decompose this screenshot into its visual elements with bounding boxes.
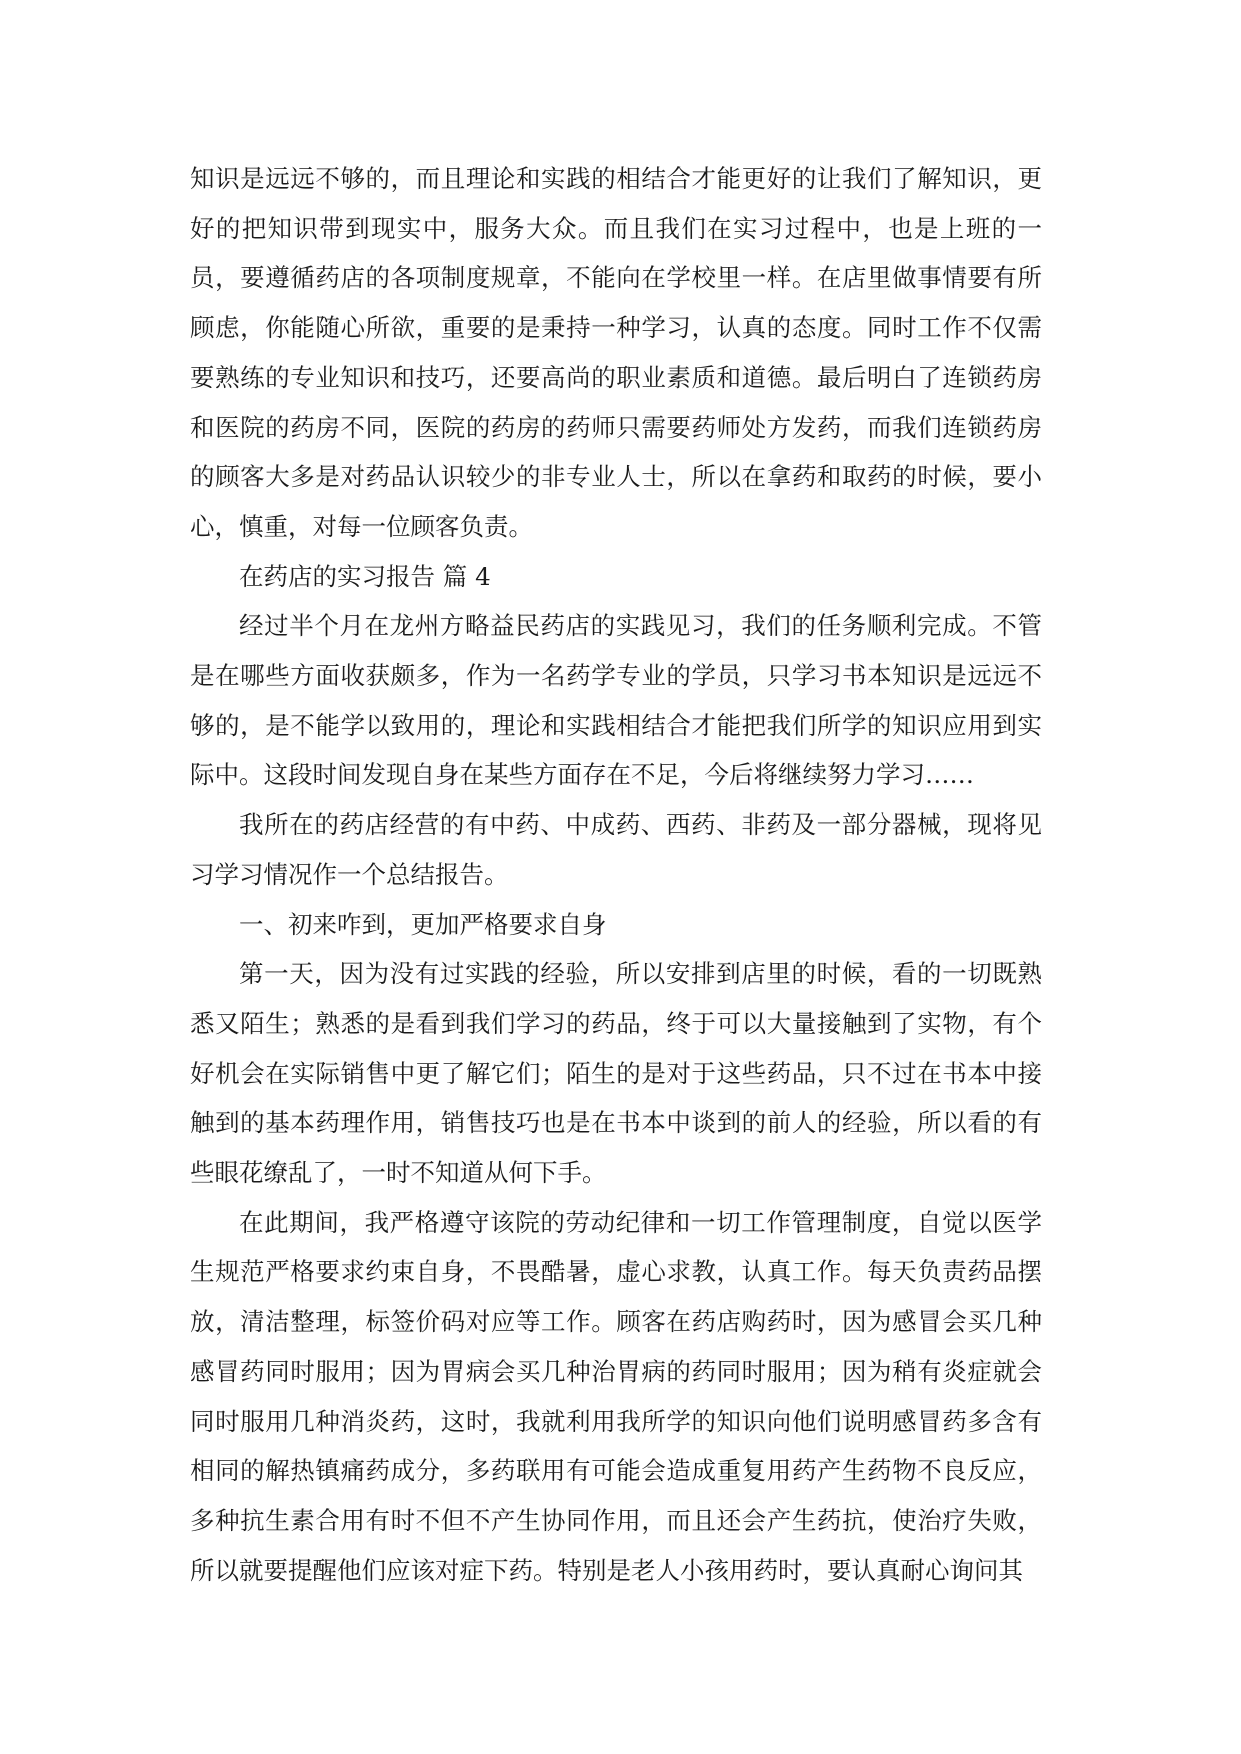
paragraph: 在此期间，我严格遵守该院的劳动纪律和一切工作管理制度，自觉以医学生规范严格要求约束自身，不畏酷暑，虚心求教，认真工作。每天负责药品摆放，清洁整理，标签价码对应等工作。顾客在药店购药时，因为感冒会买几种感冒药同时服用；因为胃病会买几种治胃病的药同时服用；因为稍有炎症就会同时服用几种消炎药，这时，我就利用我所学的知识向他们说明感冒药多含有相同的解热镇痛药成分，多药联用有可能会造成重复用药产生药物不良反应，多种抗生素合用有时不但不产生协同作用，而且还会产生药抗，使治疗失败，所以就要提醒他们应该对症下药。特别是老人小孩用药时，要认真耐心询问其: [190, 1207, 1042, 1585]
paragraph: 第一天，因为没有过实践的经验，所以安排到店里的时候，看的一切既熟悉又陌生；熟悉的是看到我们学习的药品，终于可以大量接触到了实物，有个好机会在实际销售中更了解它们；陌生的是对于这些药品，只不过在书本中接触到的基本药理作用，销售技巧也是在书本中谈到的前人的经验，所以看的有些眼花缭乱了，一时不知道从何下手。: [190, 959, 1042, 1188]
subsection-heading-1: 一、初来咋到，更加严格要求自身: [239, 909, 607, 939]
paragraph: 经过半个月在龙州方略益民药店的实践见习，我们的任务顺利完成。不管是在哪些方面收获颇多，作为一名药学专业的学员，只学习书本知识是远远不够的，是不能学以致用的，理论和实践相结合才能把我们所学的知识应用到实际中。这段时间发现自身在某些方面存在不足，今后将继续努力学习……: [190, 611, 1042, 790]
paragraph-continuation: 知识是远远不够的，而且理论和实践的相结合才能更好的让我们了解知识，更好的把知识带到现实中，服务大众。而且我们在实习过程中，也是上班的一员，要遵循药店的各项制度规章，不能向在学校里一样。在店里做事情要有所顾虑，你能随心所欲，重要的是秉持一种学习，认真的态度。同时工作不仅需要熟练的专业知识和技巧，还要高尚的职业素质和道德。最后明白了连锁药房和医院的药房不同，医院的药房的药师只需要药师处方发药，而我们连锁药房的顾客大多是对药品认识较少的非专业人士，所以在拿药和取药的时候，要小心，慎重，对每一位顾客负责。: [190, 164, 1042, 541]
document-body: [190, 154, 1042, 1595]
paragraph: 我所在的药店经营的有中药、中成药、西药、非药及一部分器械，现将见习学习情况作一个总结报告。: [190, 810, 1042, 889]
section-heading-4: 在药店的实习报告 篇 4: [239, 561, 491, 591]
